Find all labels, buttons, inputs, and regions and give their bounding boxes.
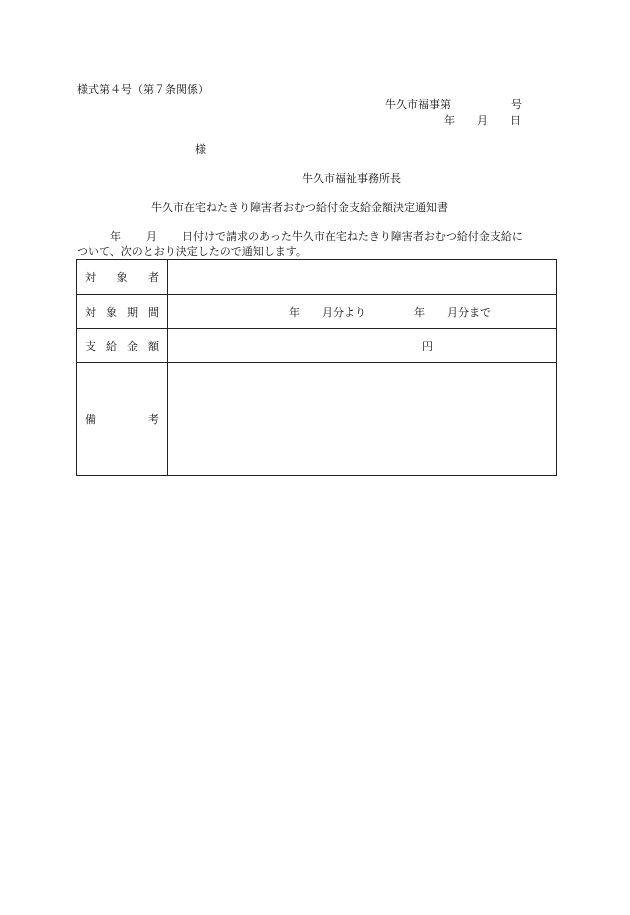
- date-year: 年: [444, 114, 455, 127]
- label-recipient: [77, 260, 168, 295]
- label-char: 者: [148, 271, 159, 284]
- body-text: [77, 229, 557, 259]
- label-char: 間: [148, 305, 159, 319]
- body-line-2: ついて、次のとおり決定したので通知します。: [77, 245, 307, 258]
- addressee: 様: [195, 143, 206, 156]
- label-char: 備: [85, 413, 96, 426]
- label-char: 象: [106, 305, 117, 319]
- decision-table: [76, 259, 557, 476]
- date-day: 日: [510, 114, 521, 127]
- document-number-suffix: 号: [511, 98, 522, 111]
- document-number: [385, 98, 522, 111]
- value-recipient[interactable]: [168, 260, 557, 295]
- document-number-prefix: 牛久市福事第: [385, 98, 451, 111]
- period-from-year: 年: [289, 305, 300, 319]
- body-line-1-rest: 日付けで請求のあった牛久市在宅ねたきり障害者おむつ給付金支給に: [182, 230, 523, 243]
- label-char: 支: [85, 339, 96, 353]
- row-remarks: [77, 363, 557, 476]
- sender: 牛久市福祉事務所長: [302, 172, 401, 185]
- value-amount[interactable]: [168, 329, 557, 363]
- row-recipient: [77, 260, 557, 295]
- period-to-year: 年: [414, 305, 425, 319]
- row-amount: [77, 329, 557, 363]
- period-from-month: 月分より: [322, 305, 366, 319]
- label-char: 給: [106, 339, 117, 353]
- value-remarks[interactable]: [168, 363, 557, 476]
- form-number: 様式第４号（第７条関係）: [77, 83, 209, 96]
- amount-unit: 円: [422, 339, 433, 353]
- row-period: [77, 295, 557, 329]
- label-period: [77, 295, 168, 329]
- label-amount: [77, 329, 168, 363]
- document-title: 牛久市在宅ねたきり障害者おむつ給付金支給金額決定通知書: [151, 201, 448, 214]
- issue-date: [444, 114, 521, 127]
- label-char: 期: [127, 305, 138, 319]
- label-char: 額: [148, 339, 159, 353]
- period-to-month: 月分まで: [447, 305, 491, 319]
- body-line-1: [77, 229, 557, 244]
- date-month: 月: [477, 114, 488, 127]
- value-period[interactable]: [168, 295, 557, 329]
- label-char: 対: [85, 305, 96, 319]
- label-char: 象: [116, 271, 128, 284]
- label-char: 考: [148, 413, 159, 426]
- label-char: 対: [85, 271, 96, 284]
- body-year: 年: [110, 230, 121, 243]
- label-char: 金: [127, 339, 138, 353]
- body-month: 月: [146, 230, 157, 243]
- label-remarks: [77, 363, 168, 476]
